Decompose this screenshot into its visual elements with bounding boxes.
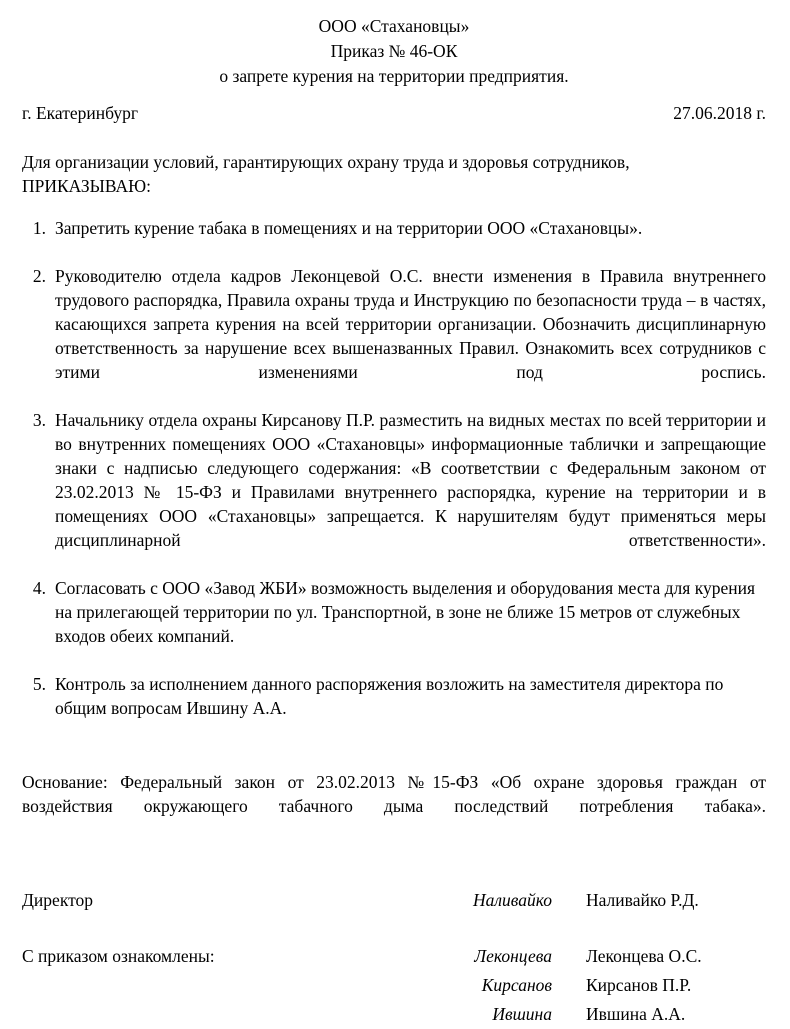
order-item-text: Руководителю отдела кадров Леконцевой О.С. внести изменения в Правила внутреннего трудового распорядка, Правила охраны труда и Инструкцию по безопасности труда – в частях, касающихся запрета курения на всей территории организации. Обозначить дисциплинарную ответственность за нарушение всех вышеназванных Правил. Ознакомить всех сотрудников с этими изменениями под роспись. bbox=[55, 266, 766, 382]
intro-line-1: Для организации условий, гарантирующих охрану труда и здоровья сотрудников, bbox=[22, 152, 630, 172]
acknowledged-signature: Кирсанов bbox=[481, 975, 552, 995]
place-date-row bbox=[22, 102, 766, 124]
acknowledged-label: С приказом ознакомлены: bbox=[22, 946, 215, 966]
intro-line-2: ПРИКАЗЫВАЮ: bbox=[22, 176, 151, 196]
signature-row-acknowledged-2 bbox=[22, 971, 766, 1000]
order-item bbox=[22, 408, 766, 576]
order-item-number: 5. bbox=[32, 674, 46, 694]
order-item bbox=[22, 264, 766, 408]
signature-block bbox=[22, 886, 766, 1029]
order-subject: о запрете курения на территории предприятия. bbox=[219, 66, 569, 86]
order-item-text: Начальнику отдела охраны Кирсанову П.Р. разместить на видных местах по всей территории и во внутренних помещениях ООО «Стахановцы» информационные таблички и запрещающие знаки с надписью следующего содержания: «В соответствии с Федеральным законом от 23.02.2013 № 15-ФЗ и Правилами внутреннего распорядка, курение на территории и в помещениях ООО «Стахановцы» запрещается. К нарушителям будут применяться меры дисциплинарной ответственности». bbox=[55, 410, 766, 550]
order-item-text: Запретить курение табака в помещениях и на территории ООО «Стахановцы». bbox=[55, 218, 643, 238]
order-item bbox=[22, 576, 766, 672]
signature-row-acknowledged-1 bbox=[22, 942, 766, 971]
acknowledged-name: Леконцева О.С. bbox=[586, 946, 702, 966]
order-item-number: 2. bbox=[32, 266, 46, 286]
order-item-number: 1. bbox=[32, 218, 46, 238]
order-item bbox=[22, 672, 766, 744]
acknowledged-name: Кирсанов П.Р. bbox=[586, 975, 692, 995]
acknowledged-name: Ившина А.А. bbox=[586, 1004, 686, 1024]
order-title: Приказ № 46-ОК bbox=[330, 41, 458, 61]
order-items-list bbox=[22, 216, 766, 744]
date-label: 27.06.2018 г. bbox=[673, 103, 766, 123]
order-item bbox=[22, 216, 766, 264]
signature-spacer bbox=[22, 915, 766, 942]
place-label: г. Екатеринбург bbox=[22, 103, 139, 123]
document-body bbox=[22, 0, 766, 1029]
acknowledged-signature: Леконцева bbox=[474, 946, 552, 966]
director-role-label: Директор bbox=[22, 890, 94, 910]
signature-row-director bbox=[22, 886, 766, 915]
document-header bbox=[22, 14, 766, 89]
order-item-text: Контроль за исполнением данного распоряжения возложить на заместителя директора по общим вопросам Ившину А.А. bbox=[55, 674, 724, 718]
order-item-number: 3. bbox=[32, 410, 46, 430]
intro-paragraph bbox=[22, 150, 766, 198]
order-item-number: 4. bbox=[32, 578, 46, 598]
director-signature: Наливайко bbox=[472, 890, 552, 910]
signature-row-acknowledged-3 bbox=[22, 1000, 766, 1029]
basis-paragraph: Основание: Федеральный закон от 23.02.2013 №15-ФЗ «Об охране здоровья граждан от воздействия окружающего табачного дыма последствий потребления табака». bbox=[22, 772, 766, 816]
director-name: Наливайко Р.Д. bbox=[586, 890, 699, 910]
organization-name: ООО «Стахановцы» bbox=[318, 16, 470, 36]
order-item-text: Согласовать с ООО «Завод ЖБИ» возможность выделения и оборудования места для курения на прилегающей территории по ул. Транспортной, в зоне не ближе 15 метров от служебных входов обеих компаний. bbox=[55, 578, 755, 646]
acknowledged-signature: Ившина bbox=[492, 1004, 552, 1024]
